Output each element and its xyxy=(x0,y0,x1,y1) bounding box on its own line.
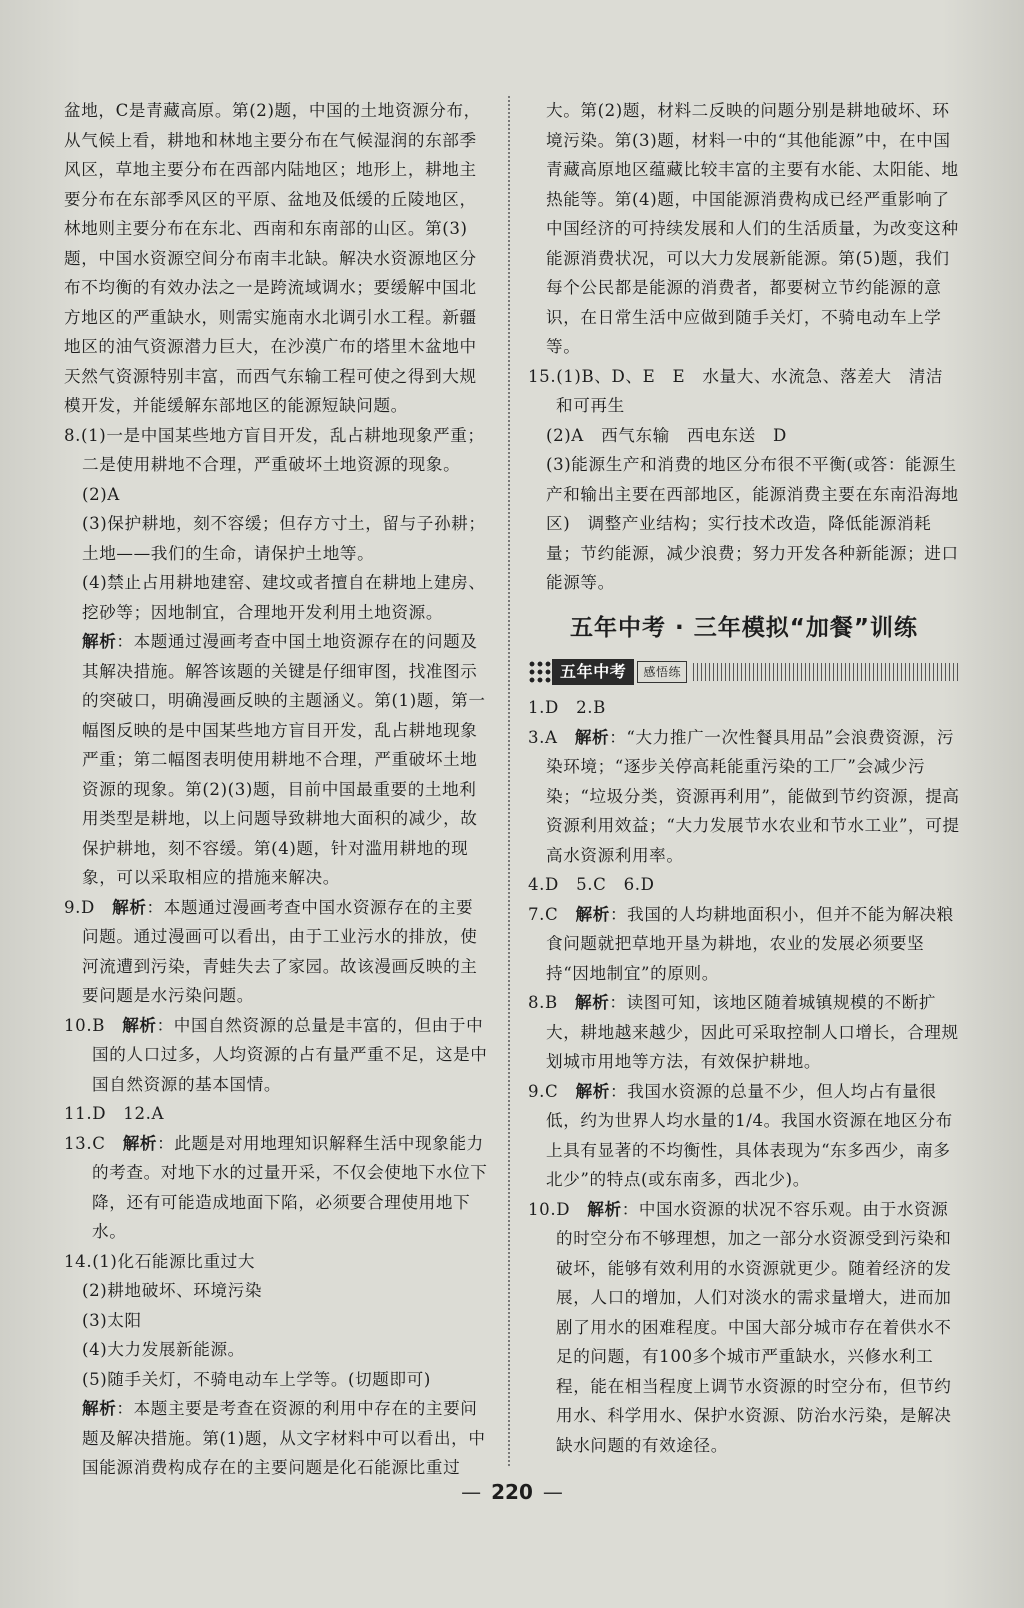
answer-line: 14.(1)化石能源比重过大 xyxy=(64,1251,256,1271)
answer-q8 xyxy=(64,421,488,893)
tag-decorative-line xyxy=(693,663,960,681)
analysis-text: ：中国自然资源的总量是丰富的，但由于中国的人口过多，人均资源的占有量严重不足，这是中国自然资源的基本国情。 xyxy=(92,1015,488,1094)
answer-q8 xyxy=(528,988,960,1077)
answer-q10 xyxy=(64,1011,488,1100)
analysis-text: ：我国的人均耕地面积小，但并不能为解决粮食问题就把草地开垦为耕地，农业的发展必须要坚持“因地制宜”的原则。 xyxy=(546,904,954,983)
answer-q3 xyxy=(528,723,960,871)
answer-q10 xyxy=(528,1195,960,1461)
section-tag-bar xyxy=(528,657,960,687)
page-number-value: 220 xyxy=(491,1480,533,1504)
analysis-label: 解析 xyxy=(122,1014,157,1035)
analysis-label: 解析 xyxy=(82,631,117,651)
answer-line: (3)能源生产和消费的地区分布很不平衡(或答：能源生产和输出主要在西部地区，能源消费主要在东南沿海地区) 调整产业结构；实行技术改造，降低能源消耗量；节约能源，减少浪费；努力开发各种新能源；进口能源等。 xyxy=(546,455,959,592)
answer-line: (4)禁止占用耕地建窑、建坟或者擅自在耕地上建房、挖砂等；因地制宜，合理地开发利用土地资源。 xyxy=(82,573,486,622)
answer-line: 8.(1)一是中国某些地方盲目开发，乱占耕地现象严重；二是使用耕地不合理，严重破坏土地资源的现象。 xyxy=(64,425,485,474)
right-column xyxy=(528,96,960,1460)
answer-line: (2)A xyxy=(82,484,120,504)
answer-q9 xyxy=(528,1077,960,1195)
analysis-text: ：此题是对用地理知识解释生活中现象能力的考查。对地下水的过量开采，不仅会使地下水位下降，还有可能造成地面下陷，必须要合理使用地下水。 xyxy=(92,1133,488,1241)
answer-q11-12: 11.D 12.A xyxy=(64,1104,165,1123)
answer-line: (3)太阳 xyxy=(82,1310,142,1330)
analysis-label: 解析 xyxy=(112,896,147,917)
analysis-text: ：中国水资源的状况不容乐观。由于水资源的时空分布不够理想，加之一部分水资源受到污染和破坏，能够有效利用的水资源就更少。随着经济的发展，人口的增加，人们对淡水的需求量增大，进而加剧了用水的困难程度。中国大部分城市存在着供水不足的问题，有100多个城市严重缺水，兴修水利工程，能在相当程度上调节水资源的时空分布，但节约用水、科学用水、保护水资源、防治水污染，是解决缺水问题的有效途径。 xyxy=(556,1199,952,1455)
answer-q14 xyxy=(64,1247,488,1483)
analysis xyxy=(64,627,488,893)
analysis-text: ：“大力推广一次性餐具用品”会浪费资源，污染环境；“逐步关停高耗能重污染的工厂”会减少污染；“垃圾分类，资源再利用”，能做到节约资源，提高资源利用效益；“大力发展节水农业和节水工业”，可提高水资源利用率。 xyxy=(546,727,960,865)
paragraph-continued: 大。第(2)题，材料二反映的问题分别是耕地破坏、环境污染。第(3)题，材料一中的“其他能源”中，在中国青藏高原地区蕴藏比较丰富的主要有水能、太阳能、地热能等。第(4)题，中国能源消费构成已经严重影响了中国经济的可持续发展和人们的生活质量，为改变这种能源消费状况，可以大力发展新能源。第(5)题，我们每个公民都是能源的消费者，都要树立节约能源的意识，在日常生活中应做到随手关灯，不骑电动车上学等。 xyxy=(546,101,959,356)
answer-line: (5)随手关灯，不骑电动车上学等。(切题即可) xyxy=(82,1369,431,1389)
answer-line: (4)大力发展新能源。 xyxy=(82,1340,245,1359)
answer-key: 3.A xyxy=(528,727,558,747)
answer-q13 xyxy=(64,1129,488,1247)
answer-line: 15.(1)B、D、E E 水量大、水流急、落差大 清洁和可再生 xyxy=(528,366,944,415)
section-title: 五年中考 · 三年模拟“加餐”训练 xyxy=(570,614,918,641)
paragraph-continued: 盆地，C是青藏高原。第(2)题，中国的土地资源分布，从气候上看，耕地和林地主要分布在气候湿润的东部季风区，草地主要分布在西部内陆地区；地形上，耕地主要分布在东部季风区的平原、盆地及低缓的丘陵地区，林地则主要分布在东北、西南和东南部的山区。第(3)题，中国水资源空间分布南丰北缺。解决水资源地区分布不均衡的有效办法之一是跨流域调水；要缓解中国北方地区的严重缺水，则需实施南水北调引水工程。新疆地区的油气资源潜力巨大，在沙漠广布的塔里木盆地中天然气资源特别丰富，而西气东输工程可使之得到大规模开发，并能缓解东部地区的能源短缺问题。 xyxy=(64,101,481,415)
answer-q15 xyxy=(528,362,960,598)
dot-grid-icon xyxy=(528,660,552,684)
answer-line: (3)保护耕地，刻不容缓；但存方寸土，留与子孙耕；土地——我们的生命，请保护土地等。 xyxy=(82,514,486,563)
analysis-label: 解析 xyxy=(82,1398,117,1418)
answer-key: 9.D xyxy=(64,897,95,917)
analysis-label: 解析 xyxy=(574,726,610,747)
page-dash-left: — xyxy=(461,1480,482,1504)
answer-q7 xyxy=(528,900,960,989)
page-number xyxy=(0,1480,1024,1504)
page-dash-right: — xyxy=(542,1480,563,1504)
answer-key: 7.C xyxy=(528,904,559,924)
answer-key: 10.B xyxy=(64,1015,105,1035)
analysis-label: 解析 xyxy=(575,992,610,1012)
analysis-text: ：读图可知，该地区随着城镇规模的不断扩大，耕地越来越少，因此可采取控制人口增长，合理规划城市用地等方法，有效保护耕地。 xyxy=(546,993,959,1071)
answer-line: (2)A 西气东输 西电东送 D xyxy=(546,425,787,445)
answer-q9 xyxy=(64,893,488,1011)
answer-key: 10.D xyxy=(528,1199,571,1219)
analysis-text: ：本题通过漫画考查中国水资源存在的主要问题。通过漫画可以看出，由于工业污水的排放，使河流遭到污染，青蛙失去了家园。故该漫画反映的主要问题是水污染问题。 xyxy=(82,897,478,1005)
analysis-label: 解析 xyxy=(575,1080,610,1101)
column-divider xyxy=(508,96,510,1466)
section-tag: 五年中考 xyxy=(552,659,634,685)
left-column xyxy=(64,96,488,1483)
section-subtag: 感悟练 xyxy=(637,661,687,683)
answer-q1-2: 1.D 2.B xyxy=(528,698,606,717)
analysis-text: ：本题主要是考查在资源的利用中存在的主要问题及解决措施。第(1)题，从文字材料中可以看出，中国能源消费构成存在的主要问题是化石能源比重过 xyxy=(82,1399,486,1477)
analysis-label: 解析 xyxy=(122,1132,158,1153)
answer-key: 8.B xyxy=(528,993,558,1012)
answer-q4-6: 4.D 5.C 6.D xyxy=(528,875,655,894)
analysis-label: 解析 xyxy=(587,1198,622,1219)
answer-key: 13.C xyxy=(64,1133,106,1153)
analysis-text: ：本题通过漫画考查中国土地资源存在的问题及其解决措施。解答该题的关键是仔细审图，找准图示的突破口，明确漫画反映的主题涵义。第(1)题，第一幅图反映的是中国某些地方盲目开发，乱占耕地现象严重；第二幅图表明使用耕地不合理，严重破坏土地资源的现象。第(2)(3)题，目前中国最重要的土地利用类型是耕地，以上问题导致耕地大面积的减少，故保护耕地，刻不容缓。第(4)题，针对滥用耕地的现象，可以采取相应的措施来解决。 xyxy=(82,632,486,887)
analysis-label: 解析 xyxy=(575,903,610,924)
analysis-text: ：我国水资源的总量不少，但人均占有量很低，约为世界人均水量的1/4。我国水资源在地区分布上具有显著的不均衡性，具体表现为“东多西少，南多北少”的特点(或东南多，西北少)。 xyxy=(546,1081,953,1189)
answer-key: 9.C xyxy=(528,1081,559,1101)
analysis xyxy=(64,1394,488,1483)
answer-line: (2)耕地破坏、环境污染 xyxy=(82,1281,263,1300)
